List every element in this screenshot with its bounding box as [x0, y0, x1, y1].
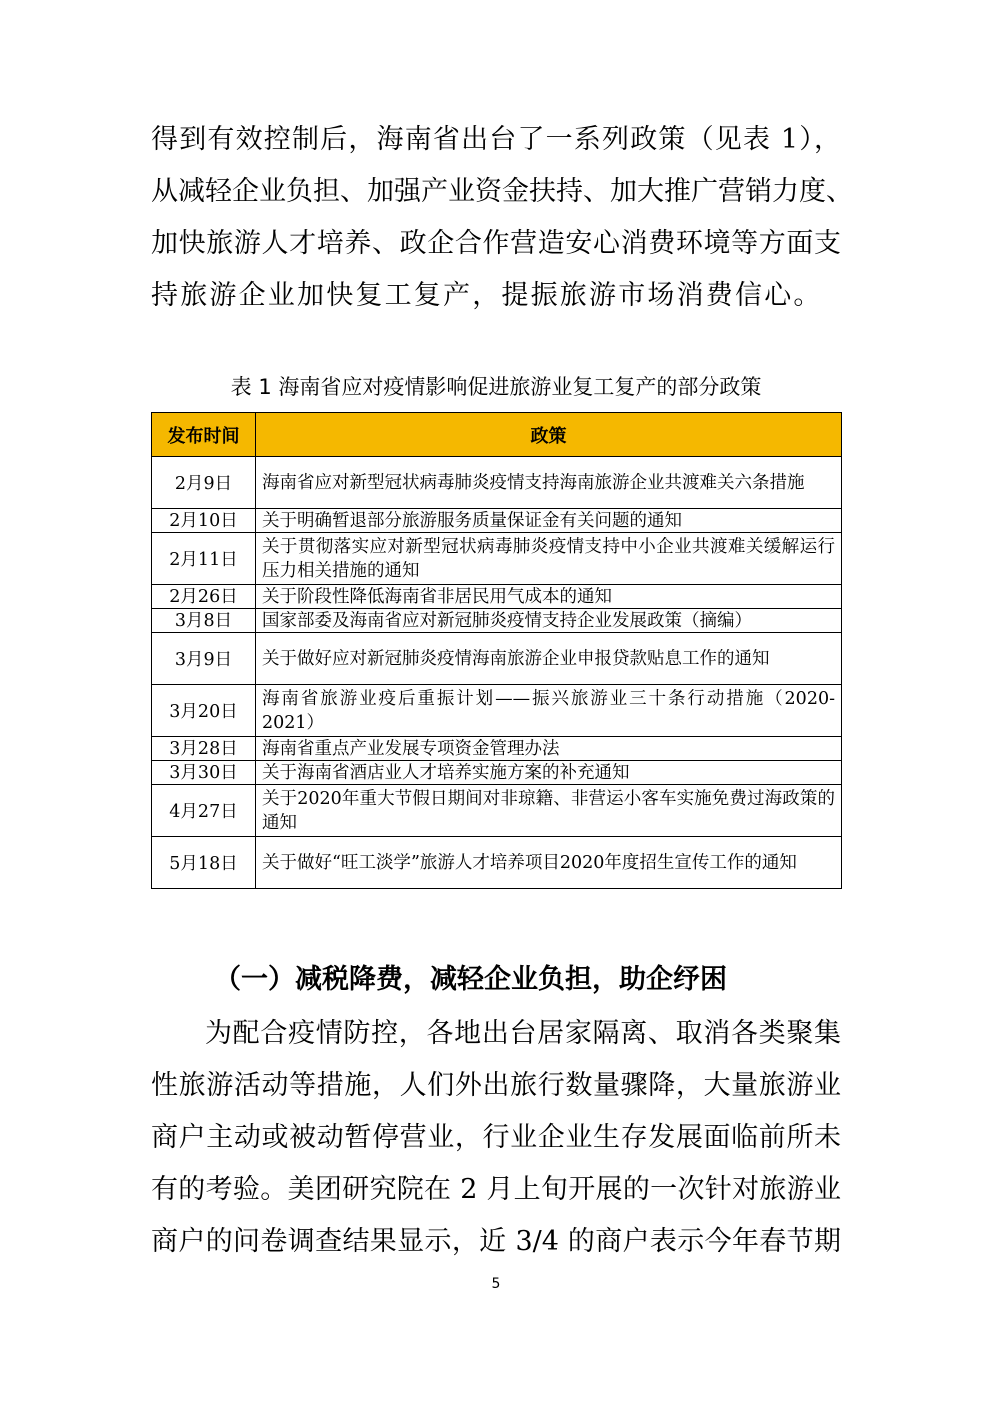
- table-row: [152, 533, 842, 585]
- row-date: 3月20日: [152, 685, 256, 737]
- row-date: 3月28日: [152, 737, 256, 761]
- table-caption: 表 1 海南省应对疫情影响促进旅游业复工复产的部分政策: [230, 375, 762, 399]
- table-header-row: [152, 413, 842, 457]
- text-line: 商户主动或被动暂停营业，行业企业生存发展面临前所未: [151, 1122, 841, 1153]
- row-policy: 海南省重点产业发展专项资金管理办法: [256, 737, 842, 761]
- row-date: 5月18日: [152, 837, 256, 889]
- row-policy: 关于做好“旺工淡学”旅游人才培养项目2020年度招生宣传工作的通知: [256, 837, 842, 889]
- table-row: [152, 509, 842, 533]
- table-row: [152, 585, 842, 609]
- table-row: [152, 633, 842, 685]
- row-date: 3月8日: [152, 609, 256, 633]
- text-line: 性旅游活动等措施，人们外出旅行数量骤降，大量旅游业: [151, 1070, 841, 1101]
- row-policy: 关于做好应对新冠肺炎疫情海南旅游企业申报贷款贴息工作的通知: [256, 633, 842, 685]
- table-row: [152, 785, 842, 837]
- row-date: 2月11日: [152, 533, 256, 585]
- header-date: 发布时间: [152, 413, 256, 457]
- row-date: 3月9日: [152, 633, 256, 685]
- text-line: 为配合疫情防控，各地出台居家隔离、取消各类聚集: [205, 1018, 841, 1049]
- row-date: 2月9日: [152, 457, 256, 509]
- row-policy: 关于阶段性降低海南省非居民用气成本的通知: [256, 585, 842, 609]
- intro-paragraph: [151, 114, 853, 322]
- row-policy: 关于贯彻落实应对新型冠状病毒肺炎疫情支持中小企业共渡难关缓解运行压力相关措施的通知: [256, 533, 842, 585]
- text-line: 持旅游企业加快复工复产，提振旅游市场消费信心。: [151, 280, 823, 311]
- row-policy: 国家部委及海南省应对新冠肺炎疫情支持企业发展政策（摘编）: [256, 609, 842, 633]
- row-policy: 关于海南省酒店业人才培养实施方案的补充通知: [256, 761, 842, 785]
- row-date: 4月27日: [152, 785, 256, 837]
- row-date: 2月26日: [152, 585, 256, 609]
- section-heading: （一）减税降费，减轻企业负担，助企纾困: [214, 964, 727, 995]
- row-policy: 海南省应对新型冠状病毒肺炎疫情支持海南旅游企业共渡难关六条措施: [256, 457, 842, 509]
- table-row: [152, 609, 842, 633]
- row-date: 3月30日: [152, 761, 256, 785]
- row-policy: 关于明确暂退部分旅游服务质量保证金有关问题的通知: [256, 509, 842, 533]
- body-paragraph: [151, 1008, 841, 1268]
- header-policy: 政策: [256, 413, 842, 457]
- table-row: [152, 685, 842, 737]
- row-date: 2月10日: [152, 509, 256, 533]
- row-policy: 关于2020年重大节假日期间对非琼籍、非营运小客车实施免费过海政策的通知: [256, 785, 842, 837]
- table-row: [152, 737, 842, 761]
- row-policy: 海南省旅游业疫后重振计划——振兴旅游业三十条行动措施（2020-2021）: [256, 685, 842, 737]
- page-number: 5: [491, 1276, 501, 1292]
- table-row: [152, 761, 842, 785]
- text-line: 有的考验。美团研究院在 2 月上旬开展的一次针对旅游业: [151, 1174, 841, 1205]
- text-line: 加快旅游人才培养、政企合作营造安心消费环境等方面支: [151, 228, 841, 259]
- table-row: [152, 457, 842, 509]
- text-line: 商户的问卷调查结果显示，近 3/4 的商户表示今年春节期: [151, 1226, 841, 1257]
- policy-table: [151, 412, 842, 889]
- text-line: 从减轻企业负担、加强产业资金扶持、加大推广营销力度、: [151, 176, 853, 207]
- text-line: 得到有效控制后，海南省出台了一系列政策（见表 1），: [151, 124, 841, 155]
- table-row: [152, 837, 842, 889]
